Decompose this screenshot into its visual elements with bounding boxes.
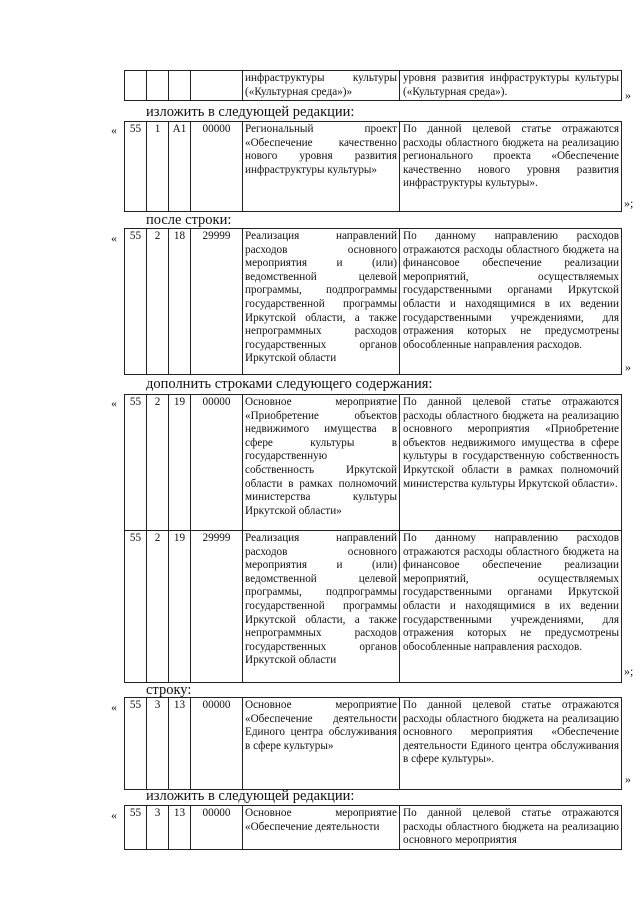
- closing-quote-mark: »: [625, 772, 631, 786]
- cell-code: 29999: [191, 229, 243, 375]
- cell-name: Основное мероприятие «Обеспечение деятельности Единого центра обслуживания в сфере культуры»: [243, 698, 400, 790]
- cell-description: уровня развития инфраструктуры культуры («Культурная среда»).: [400, 71, 622, 101]
- cell-code: 00000: [191, 806, 243, 850]
- cell-subsection: 2: [147, 229, 169, 375]
- cell-subsection: 3: [147, 806, 169, 850]
- cell-section: 55: [125, 806, 147, 850]
- cell-name: Реализация направлений расходов основного мероприятия и (или) ведомственной целевой программы, подпрограммы государственной программы Иркутской области, а также непрограммных расходов государственных органов Иркутской области: [243, 229, 400, 375]
- table-row: [125, 806, 622, 850]
- table-top-fragment: [124, 70, 622, 101]
- cell-group: 18: [169, 229, 191, 375]
- cell-description: По данному направлению расходов отражаются расходы областного бюджета на финансовое обеспечение реализации мероприятий, осуществляемых государственными органами Иркутской области и находящимися в их ведении государственными учреждениями, для отражения которых не предусмотрены обособленные направления расходов.: [400, 229, 622, 375]
- cell-group: A1: [169, 122, 191, 212]
- opening-quote-mark: «: [111, 700, 117, 714]
- cell-group: 13: [169, 806, 191, 850]
- table-block-5: [124, 805, 622, 850]
- table-row: [125, 531, 622, 683]
- cell-subsection: [147, 71, 169, 101]
- cell-section: 55: [125, 122, 147, 212]
- closing-quote-mark: »: [625, 360, 631, 374]
- cell-group: 19: [169, 395, 191, 531]
- closing-quote-mark: »: [625, 88, 631, 102]
- cell-code: 00000: [191, 395, 243, 531]
- cell-section: [125, 71, 147, 101]
- cell-group: 19: [169, 531, 191, 683]
- table-block-3: [124, 394, 622, 683]
- instruction-heading: изложить в следующей редакции:: [146, 788, 355, 804]
- cell-code: 00000: [191, 698, 243, 790]
- cell-description: По данной целевой статье отражаются расходы областного бюджета на реализацию основного мероприятия: [400, 806, 622, 850]
- closing-quote-mark: »;: [624, 196, 634, 210]
- opening-quote-mark: «: [111, 231, 117, 245]
- instruction-heading: дополнить строками следующего содержания:: [146, 376, 433, 392]
- cell-code: 00000: [191, 122, 243, 212]
- cell-subsection: 2: [147, 531, 169, 683]
- opening-quote-mark: «: [111, 123, 117, 137]
- cell-subsection: 2: [147, 395, 169, 531]
- table-block-1: [124, 121, 622, 212]
- opening-quote-mark: «: [111, 808, 117, 822]
- cell-section: 55: [125, 395, 147, 531]
- instruction-heading: строку:: [146, 682, 192, 698]
- closing-quote-mark: »;: [624, 664, 634, 678]
- table-block-2: [124, 228, 622, 375]
- cell-description: По данной целевой статье отражаются расходы областного бюджета на реализацию основного мероприятия «Обеспечение деятельности Единого центра обслуживания в сфере культуры».: [400, 698, 622, 790]
- cell-section: 55: [125, 229, 147, 375]
- cell-description: По данному направлению расходов отражаются расходы областного бюджета на финансовое обеспечение реализации мероприятий, осуществляемых государственными органами Иркутской области и находящимися в их ведении государственными учреждениями, для отражения которых не предусмотрены обособленные направления расходов.: [400, 531, 622, 683]
- cell-subsection: 1: [147, 122, 169, 212]
- cell-name: инфраструктуры культуры («Культурная среда»)»: [243, 71, 400, 101]
- table-row: [125, 122, 622, 212]
- cell-code: [191, 71, 243, 101]
- table-block-4: [124, 697, 622, 790]
- cell-group: [169, 71, 191, 101]
- cell-name: Реализация направлений расходов основного мероприятия и (или) ведомственной целевой программы, подпрограммы государственной программы Иркутской области, а также непрограммных расходов государственных органов Иркутской области: [243, 531, 400, 683]
- cell-name: Основное мероприятие «Обеспечение деятельности: [243, 806, 400, 850]
- instruction-heading: после строки:: [146, 212, 232, 228]
- cell-subsection: 3: [147, 698, 169, 790]
- cell-section: 55: [125, 531, 147, 683]
- table-row: [125, 698, 622, 790]
- cell-name: Региональный проект «Обеспечение качественно нового уровня развития инфраструктуры культуры»: [243, 122, 400, 212]
- table-row: [125, 229, 622, 375]
- cell-description: По данной целевой статье отражаются расходы областного бюджета на реализацию основного мероприятия «Приобретение объектов недвижимого имущества в сфере культуры в государственную собственность Иркутской области в рамках полномочий министерства культуры Иркутской области».: [400, 395, 622, 531]
- cell-description: По данной целевой статье отражаются расходы областного бюджета на реализацию регионального проекта «Обеспечение качественно нового уровня развития инфраструктуры культуры».: [400, 122, 622, 212]
- cell-section: 55: [125, 698, 147, 790]
- instruction-heading: изложить в следующей редакции:: [146, 104, 355, 120]
- table-row: [125, 395, 622, 531]
- cell-name: Основное мероприятие «Приобретение объектов недвижимого имущества в сфере культуры в государственную собственность Иркутской области в рамках полномочий министерства культуры Иркутской области»: [243, 395, 400, 531]
- cell-code: 29999: [191, 531, 243, 683]
- cell-group: 13: [169, 698, 191, 790]
- table-row: [125, 71, 622, 101]
- opening-quote-mark: «: [111, 396, 117, 410]
